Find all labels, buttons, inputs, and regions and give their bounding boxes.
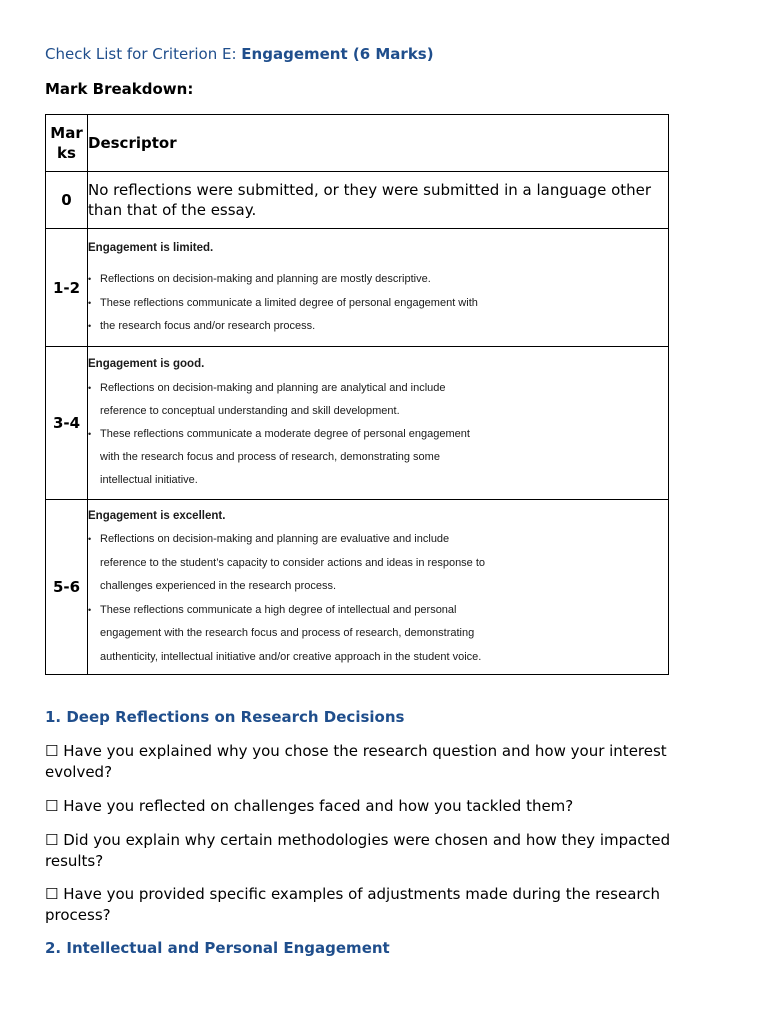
descriptor-bullet-continued: • the research focus and/or research process. [88,315,668,339]
header-descriptor: Descriptor [88,115,669,172]
checkbox-icon[interactable]: ☐ [45,885,59,903]
row-marks: 0 [46,172,88,229]
title-emphasis: Engagement (6 Marks) [241,45,434,63]
checkbox-icon[interactable]: ☐ [45,742,59,760]
descriptor-bullet-continued: intellectual initiative. [100,474,198,487]
checklist-item[interactable] [45,830,685,872]
descriptor-bullet: • Reflections on decision-making and planning are evaluative and include [88,528,668,551]
checklist-item[interactable] [45,884,685,926]
descriptor-bullet-continued: reference to conceptual understanding and skill development. [100,404,400,417]
checklist-item-text: Have you provided specific examples of adjustments made during the research process? [45,885,660,924]
header-marks-line2: ks [57,144,76,162]
row-marks: 5-6 [46,500,88,675]
descriptor-bullet-continued: reference to the student’s capacity to consider actions and ideas in response to [100,556,486,569]
checklist-item[interactable] [45,741,685,783]
checklist-item[interactable] [45,796,685,817]
descriptor-bullet-continued: challenges experienced in the research process. [100,580,337,593]
row-heading: Engagement is excellent. [88,510,226,523]
table-row [46,172,669,229]
row-heading: Engagement is limited. [88,241,214,254]
checklist-item-text: Have you explained why you chose the research question and how your interest evolved? [45,742,667,781]
checkbox-icon[interactable]: ☐ [45,831,59,849]
section-heading-1: 1. Deep Reflections on Research Decisions [45,708,405,726]
table-row [46,347,669,500]
row-descriptor: No reflections were submitted, or they were submitted in a language other than that of the essay. [88,172,669,229]
header-marks-line1: Mar [50,124,83,142]
descriptor-bullet: • These reflections communicate a high degree of intellectual and personal [88,599,668,622]
table-header-row [46,115,669,172]
row-heading: Engagement is good. [88,358,205,371]
header-marks [46,115,88,172]
row-descriptor-scan [88,347,669,500]
descriptor-bullet-continued: authenticity, intellectual initiative and/or creative approach in the student voice. [100,650,482,663]
descriptor-bullet-continued: engagement with the research focus and process of research, demonstrating [100,627,475,640]
descriptor-bullet: • Reflections on decision-making and planning are mostly descriptive. [88,268,668,292]
row-descriptor-scan [88,229,669,347]
checkbox-icon[interactable]: ☐ [45,797,59,815]
row-marks: 1-2 [46,229,88,347]
title-prefix: Check List for Criterion E: [45,45,242,63]
descriptor-bullet: • These reflections communicate a limited degree of personal engagement with [88,292,668,316]
section-heading-2: 2. Intellectual and Personal Engagement [45,939,390,957]
descriptor-bullet: • Reflections on decision-making and planning are analytical and include [88,377,668,400]
descriptor-bullet-continued: with the research focus and process of research, demonstrating some [100,451,440,464]
checklist-item-text: Have you reflected on challenges faced and how you tackled them? [63,797,574,815]
mark-breakdown-label: Mark Breakdown: [45,80,194,98]
row-descriptor-scan [88,500,669,675]
checklist-item-text: Did you explain why certain methodologies were chosen and how they impacted results? [45,831,671,870]
table-row [46,229,669,347]
page-title [45,45,434,63]
descriptor-bullet: • These reflections communicate a moderate degree of personal engagement [88,423,668,446]
row-marks: 3-4 [46,347,88,500]
rubric-table [45,114,669,675]
table-row [46,500,669,675]
